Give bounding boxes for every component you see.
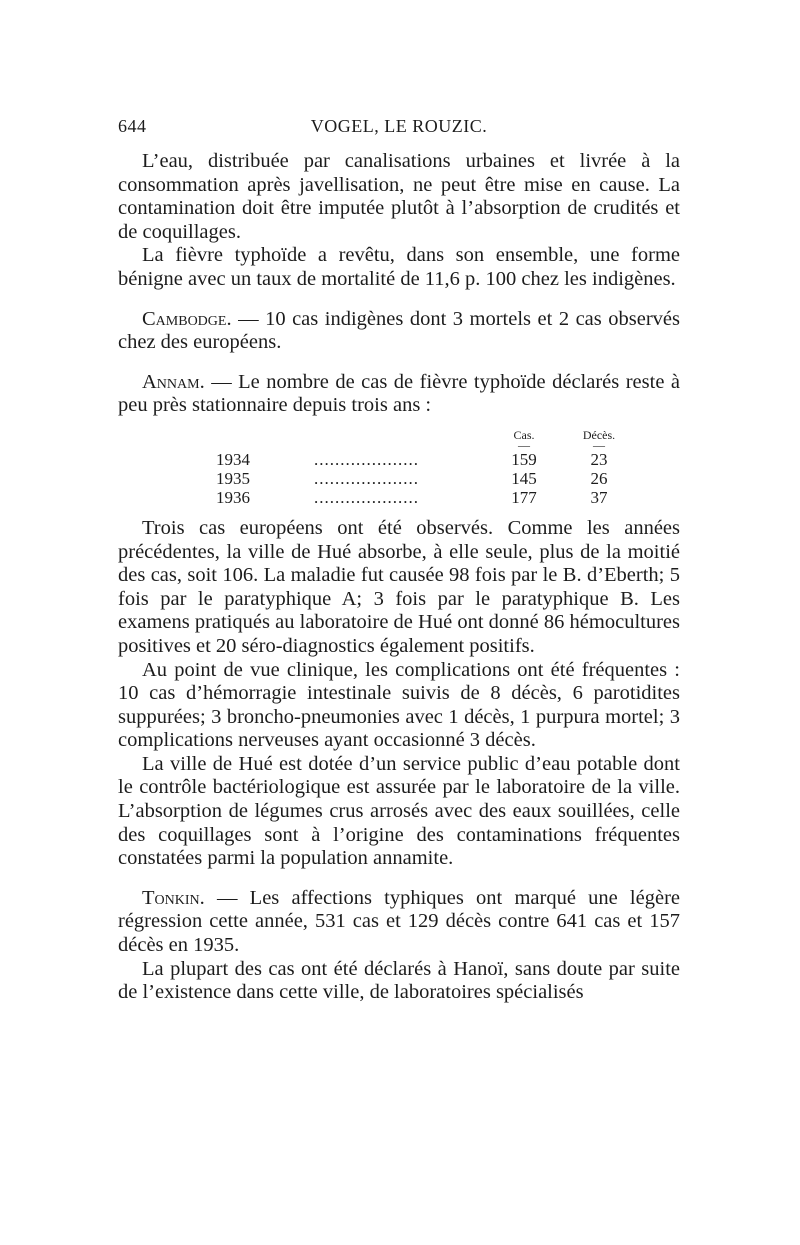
table-row <box>118 469 680 488</box>
paragraph-annam <box>118 371 680 418</box>
section-label-tonkin: Tonkin. <box>142 886 205 909</box>
paragraph-benign-form: La fièvre typhoïde a revêtu, dans son ensemble, une forme bénigne avec un taux de mortalité de 11,6 p. 100 chez les indigènes. <box>118 244 680 290</box>
row-cas: 145 <box>511 468 537 488</box>
row-year: 1934 <box>216 449 250 469</box>
annam-statistics-table <box>118 424 680 507</box>
row-year: 1936 <box>216 487 250 507</box>
section-label-cambodge: Cambodge. <box>142 307 232 330</box>
column-header-cas: Cas. <box>513 427 535 442</box>
section-label-annam: Annam. <box>142 370 205 393</box>
dot-leader: .................... <box>314 449 419 469</box>
column-header-deces: Décès. <box>582 427 616 442</box>
dot-leader: .................... <box>314 468 419 488</box>
paragraph-cambodge <box>118 308 680 355</box>
body-text <box>118 150 680 1005</box>
row-year: 1935 <box>216 468 250 488</box>
paragraph-hue-cases: Trois cas européens ont été observés. Comme les années précédentes, la ville de Hué absorbe, à elle seule, plus de la moitié des cas, soit 106. La maladie fut causée 98 fois par le B. d’Eberth; 5 fois par le paratyphique A; 3 fois par le paratyphique B. Les examens pratiqués au laboratoire de Hué ont donné 86 hémocultures positives et 20 séro-diagnostics également positifs. <box>118 516 680 657</box>
table-row <box>118 488 680 507</box>
tonkin-text: — Les affections typhiques ont marqué une légère régression cette année, 531 cas et 129 décès contre 641 cas et 157 décès en 1935. <box>118 886 680 957</box>
table-rule <box>118 437 680 452</box>
rule-cas: — <box>518 437 530 452</box>
paragraph-water: L’eau, distribuée par canalisations urbaines et livrée à la consommation après javellisation, ne peut être mise en cause. La contamination doit être imputée plutôt à l’absorption de crudités et de coquillages. <box>118 150 680 243</box>
row-deces: 26 <box>590 468 608 488</box>
rule-deces: — <box>593 437 605 452</box>
row-cas: 159 <box>511 449 537 469</box>
dot-leader: .................... <box>314 487 419 507</box>
row-deces: 37 <box>590 487 608 507</box>
row-deces: 23 <box>590 449 608 469</box>
row-cas: 177 <box>511 487 537 507</box>
paragraph-tonkin <box>118 887 680 958</box>
paragraph-complications: Au point de vue clinique, les complications ont été fréquentes : 10 cas d’hémorragie intestinale suivis de 8 décès, 6 parotidites suppurées; 3 broncho-pneumonies avec 1 décès, 1 purpura mortel; 3 complications nerveuses ayant occasionné 3 décès. <box>118 658 680 752</box>
table-row <box>118 450 680 469</box>
cambodge-text: — 10 cas indigènes dont 3 mortels et 2 cas observés chez des européens. <box>118 307 680 354</box>
running-head: VOGEL, LE ROUZIC. <box>310 116 488 136</box>
annam-text: — Le nombre de cas de fièvre typhoïde déclarés reste à peu près stationnaire depuis trois ans : <box>118 370 680 417</box>
paragraph-hue-water: La ville de Hué est dotée d’un service public d’eau potable dont le contrôle bactériologique est assurée par le laboratoire de la ville. L’absorption de légumes crus arrosés avec des eaux souillées, celle des coquillages sont à l’origine des contaminations fréquentes constatées parmi la population annamite. <box>118 752 680 870</box>
paragraph-hanoi: La plupart des cas ont été déclarés à Hanoï, sans doute par suite de l’existence dans cette ville, de laboratoires spécialisés <box>118 957 680 1004</box>
page-number: 644 <box>118 116 147 136</box>
